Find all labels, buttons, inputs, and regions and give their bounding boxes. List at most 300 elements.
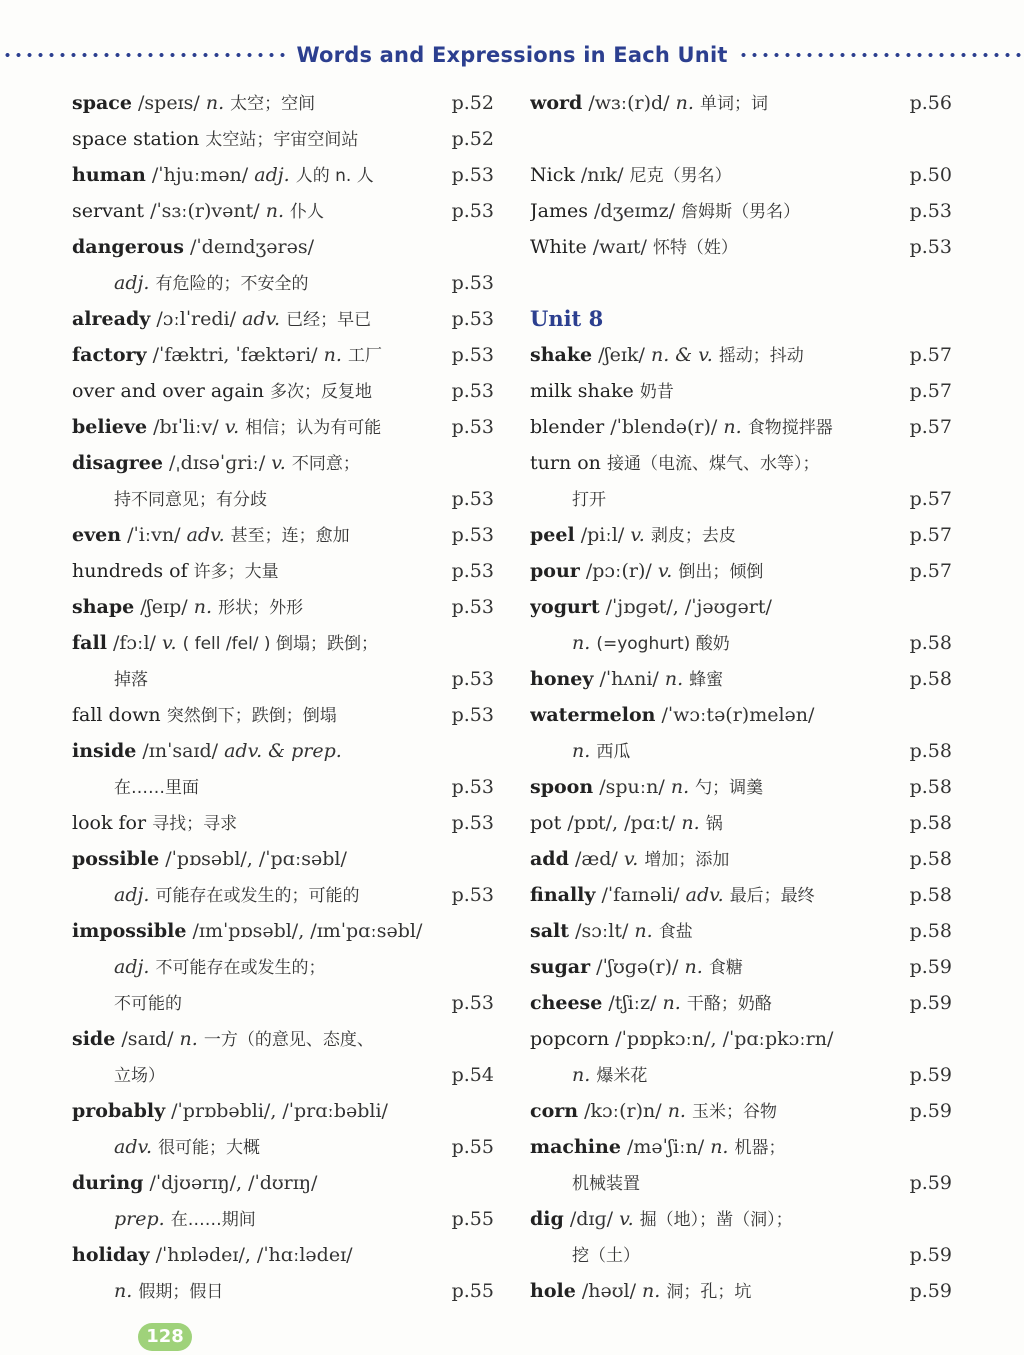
chinese-definition: 持不同意见；有分歧 (114, 490, 267, 510)
page-reference: p.53 (909, 200, 952, 222)
vocab-entry (530, 985, 958, 1021)
vocab-entry (72, 337, 500, 373)
pronunciation: /ɪnˈsaɪd/ (142, 740, 219, 762)
part-of-speech: n. (667, 1100, 686, 1122)
headword: White (530, 236, 587, 258)
entry-text (530, 1165, 958, 1202)
vocab-entry (72, 157, 500, 193)
headword: hundreds of (72, 560, 188, 582)
part-of-speech: n. (664, 668, 684, 690)
part-of-speech: n. (114, 1280, 133, 1302)
pronunciation: /ˌdɪsəˈɡriː/ (169, 452, 266, 474)
headword: popcorn (530, 1028, 610, 1050)
pronunciation: /speɪs/ (138, 92, 200, 114)
page-reference: p.55 (451, 1280, 494, 1302)
pronunciation: /ˈfæktri, ˈfæktəri/ (152, 344, 318, 366)
entry-text (72, 301, 500, 338)
page-reference: p.52 (451, 128, 494, 150)
headword: Nick (530, 164, 575, 186)
entry-continuation (72, 481, 500, 517)
headword: possible (72, 848, 160, 870)
chinese-definition: 单词；词 (699, 94, 768, 114)
vocab-entry (72, 589, 500, 625)
dotted-rule-right (738, 52, 1022, 58)
chinese-definition: 尼克（男名） (629, 166, 732, 186)
page-reference: p.53 (451, 704, 494, 726)
pronunciation: /ˈdeɪndʒərəs/ (190, 236, 314, 258)
vocab-entry (530, 553, 958, 589)
page-reference: p.55 (451, 1208, 494, 1230)
vocab-entry (530, 373, 958, 409)
vocab-entry (530, 1021, 958, 1057)
vocab-entry (530, 661, 958, 697)
chinese-definition: 剥皮；去皮 (650, 526, 736, 546)
entry-text (530, 193, 958, 230)
headword: sugar (530, 956, 591, 978)
vocab-entry (530, 1129, 958, 1165)
chinese-definition: 在……里面 (114, 778, 199, 798)
chinese-definition: 立场） (114, 1066, 165, 1086)
pronunciation: /ɪmˈpɒsəbl/, /ɪmˈpɑːsəbl/ (192, 920, 423, 942)
part-of-speech: adj. (114, 272, 150, 294)
chinese-definition: 形状；外形 (218, 598, 304, 618)
entry-continuation (530, 1057, 958, 1093)
part-of-speech: adj. (114, 956, 150, 978)
page-reference: p.53 (451, 776, 494, 798)
page-number-badge: 128 (138, 1323, 192, 1351)
vocab-entry (530, 229, 958, 265)
page-reference: p.53 (909, 236, 952, 258)
vocab-entry (530, 445, 958, 481)
page-reference: p.58 (909, 740, 952, 762)
headword: space (72, 92, 132, 114)
pronunciation: /dɪɡ/ (569, 1208, 614, 1230)
part-of-speech: v. (657, 560, 673, 582)
part-of-speech: v. (224, 416, 240, 438)
unit-heading: Unit 8 (530, 306, 604, 331)
pronunciation: /ˈwɔːtə(r)melən/ (661, 704, 815, 726)
pronunciation: /ˈfaɪnəli/ (601, 884, 680, 906)
page-reference: p.58 (909, 776, 952, 798)
headword: turn on (530, 452, 601, 474)
headword: finally (530, 884, 596, 906)
entry-text (72, 409, 500, 446)
chinese-definition: 食物搅拌器 (747, 418, 833, 438)
chinese-definition: 摇动；抖动 (718, 346, 804, 366)
headword: holiday (72, 1244, 150, 1266)
entry-text (72, 841, 500, 877)
vocab-entry (530, 1201, 958, 1237)
entry-text (72, 121, 500, 158)
entry-text (72, 589, 500, 626)
part-of-speech: n. (572, 1064, 591, 1086)
chinese-definition: 怀特（姓） (652, 238, 738, 258)
entry-text (530, 985, 958, 1022)
headword: pour (530, 560, 580, 582)
headword: even (72, 524, 122, 546)
chinese-definition: 蜂蜜 (689, 670, 724, 690)
right-word-column (530, 85, 958, 1309)
pronunciation: /ˈsɜː(r)vənt/ (150, 200, 260, 222)
entry-text (72, 1129, 500, 1166)
dotted-rule-left (2, 52, 286, 58)
part-of-speech: n. (675, 92, 694, 114)
vocab-entry (530, 1093, 958, 1129)
entry-text (530, 877, 958, 914)
vocab-entry (530, 769, 958, 805)
page-reference: p.59 (909, 1064, 952, 1086)
entry-continuation (72, 985, 500, 1021)
pronunciation: /ˈpɒpkɔːn/, /ˈpɑːpkɔːrn/ (615, 1028, 834, 1050)
entry-text (530, 769, 958, 806)
entry-text (530, 409, 958, 446)
entry-text (72, 661, 500, 698)
vocab-entry (72, 841, 500, 877)
page-reference: p.53 (451, 488, 494, 510)
page-reference: p.59 (909, 1244, 952, 1266)
entry-text (530, 661, 958, 698)
vocab-entry (530, 697, 958, 733)
vocab-entry (530, 337, 958, 373)
chinese-definition: 很可能；大概 (158, 1138, 261, 1158)
page-reference: p.53 (451, 812, 494, 834)
page-reference: p.53 (451, 560, 494, 582)
chinese-definition: 太空；空间 (230, 94, 316, 114)
vocab-entry (72, 301, 500, 337)
entry-text (530, 1057, 958, 1094)
part-of-speech: n. (684, 956, 703, 978)
headword: human (72, 164, 146, 186)
page-reference: p.57 (909, 416, 952, 438)
headword: dig (530, 1208, 564, 1230)
chinese-definition: 食盐 (658, 922, 693, 942)
chinese-definition: 有危险的；不安全的 (155, 274, 309, 294)
pronunciation: /spuːn/ (599, 776, 665, 798)
entry-text (72, 913, 500, 949)
vocab-entry (72, 913, 500, 949)
entry-text (530, 373, 958, 410)
entry-text (530, 589, 958, 625)
chinese-definition: 食糖 (708, 958, 743, 978)
pronunciation: /ˈhʌni/ (599, 668, 659, 690)
entry-text (530, 697, 958, 733)
chinese-definition: 锅 (705, 814, 723, 834)
entry-text (72, 157, 500, 194)
entry-text (530, 1093, 958, 1130)
vocab-entry (72, 85, 500, 121)
vocab-entry (72, 1237, 500, 1273)
part-of-speech: adv. (186, 524, 225, 546)
chinese-definition: 可能存在或发生的；可能的 (155, 886, 360, 906)
page-reference: p.53 (451, 596, 494, 618)
chinese-definition: 多次；反复地 (270, 382, 373, 402)
page-reference: p.53 (451, 272, 494, 294)
chinese-definition: 干酪；奶酪 (686, 994, 772, 1014)
headword: factory (72, 344, 147, 366)
headword: already (72, 308, 151, 330)
pronunciation: /həʊl/ (581, 1280, 636, 1302)
entry-continuation (530, 1237, 958, 1273)
headword: cheese (530, 992, 603, 1014)
entry-text (72, 769, 500, 806)
entry-text (72, 373, 500, 410)
headword: during (72, 1172, 144, 1194)
chinese-definition: 已经；早已 (286, 310, 372, 330)
page-reference: p.50 (909, 164, 952, 186)
entry-text (72, 1021, 500, 1058)
entry-text (72, 949, 500, 986)
pronunciation: /ˈhɒlədeɪ/, /ˈhɑːlədeɪ/ (155, 1244, 353, 1266)
vocab-entry (72, 445, 500, 481)
chinese-definition: 相信；认为有可能 (245, 418, 382, 438)
vocab-entry (72, 805, 500, 841)
headword: machine (530, 1136, 621, 1158)
entry-text (72, 1093, 500, 1129)
headword: probably (72, 1100, 166, 1122)
entry-continuation (72, 661, 500, 697)
vocab-entry (530, 589, 958, 625)
pronunciation: /ʃeɪk/ (598, 344, 645, 366)
pronunciation: /ˈhjuːmən/ (151, 164, 249, 186)
entry-text (72, 553, 500, 590)
page-reference: p.53 (451, 344, 494, 366)
entry-text (72, 85, 500, 122)
headword: honey (530, 668, 594, 690)
part-of-speech: v. (161, 632, 177, 654)
headword: space station (72, 128, 200, 150)
page-reference: p.55 (451, 1136, 494, 1158)
headword: pot (530, 812, 562, 834)
headword: believe (72, 416, 148, 438)
entry-continuation (72, 1201, 500, 1237)
part-of-speech: n. (205, 92, 225, 114)
page-reference: p.53 (451, 416, 494, 438)
part-of-speech: n. (323, 344, 342, 366)
vocab-entry (530, 841, 958, 877)
chinese-definition: (=yoghurt) 酸奶 (596, 634, 730, 654)
pronunciation: /saɪd/ (121, 1028, 174, 1050)
page-reference: p.53 (451, 992, 494, 1014)
chinese-definition: 挖（土） (572, 1246, 640, 1266)
entry-text (530, 445, 958, 482)
entry-text (72, 1237, 500, 1273)
vocab-entry (530, 913, 958, 949)
pronunciation: /sɔːlt/ (575, 920, 629, 942)
chinese-definition: 增加；添加 (644, 850, 730, 870)
part-of-speech: v. (623, 848, 639, 870)
spacer (530, 121, 958, 157)
headword: side (72, 1028, 116, 1050)
page-reference: p.58 (909, 632, 952, 654)
chinese-definition: 仆人 (290, 202, 325, 222)
chinese-definition: 在……期间 (170, 1210, 256, 1230)
entry-text (72, 1165, 500, 1201)
entry-continuation (72, 265, 500, 301)
vocab-entry (72, 121, 500, 157)
pronunciation: /ˈprɒbəbli/, /ˈprɑːbəbli/ (171, 1100, 388, 1122)
chinese-definition: 工厂 (347, 346, 382, 366)
entry-text (530, 805, 958, 842)
pronunciation: /kɔː(r)n/ (584, 1100, 662, 1122)
headword: disagree (72, 452, 163, 474)
page-reference: p.57 (909, 524, 952, 546)
chinese-definition: 不同意； (291, 454, 360, 474)
page-reference: p.59 (909, 1172, 952, 1194)
chinese-definition: 爆米花 (596, 1066, 648, 1086)
headword: milk shake (530, 380, 634, 402)
part-of-speech: n. (572, 632, 591, 654)
pronunciation: /ˈjɒɡət/, /ˈjəʊɡərt/ (605, 596, 772, 618)
pronunciation: /tʃiːz/ (608, 992, 657, 1014)
entry-continuation (72, 1273, 500, 1309)
page-reference: p.56 (909, 92, 952, 114)
page-reference: p.59 (909, 992, 952, 1014)
vocab-entry (72, 697, 500, 733)
page-reference: p.53 (451, 884, 494, 906)
entry-text (530, 949, 958, 986)
entry-text (72, 733, 500, 769)
entry-continuation (72, 1057, 500, 1093)
part-of-speech: n. (572, 740, 591, 762)
page-reference: p.52 (451, 92, 494, 114)
page-reference: p.57 (909, 344, 952, 366)
entry-text (72, 337, 500, 374)
unit-heading-row (530, 301, 958, 337)
left-word-column (72, 85, 500, 1309)
entry-continuation (530, 625, 958, 661)
entry-text (72, 445, 500, 482)
vocab-entry (72, 373, 500, 409)
headword: look for (72, 812, 147, 834)
entry-text (72, 697, 500, 734)
pronunciation: /ʃeɪp/ (140, 596, 188, 618)
entry-text (530, 841, 958, 878)
chinese-definition: ( fell /fel/ ) 倒塌；跌倒； (182, 634, 378, 654)
part-of-speech: v. (271, 452, 286, 474)
part-of-speech: n. (642, 1280, 661, 1302)
page-reference: p.53 (451, 524, 494, 546)
chinese-definition: 掘（地）；凿（洞）； (639, 1210, 793, 1230)
page-title: Words and Expressions in Each Unit (296, 43, 728, 67)
part-of-speech: prep. (114, 1208, 165, 1230)
pronunciation: /fɔːl/ (112, 632, 156, 654)
pronunciation: /bɪˈliːv/ (153, 416, 219, 438)
vocab-entry (72, 409, 500, 445)
pronunciation: /ˈpɒsəbl/, /ˈpɑːsəbl/ (165, 848, 347, 870)
entry-text (530, 913, 958, 950)
page-reference: p.59 (909, 956, 952, 978)
pronunciation: /wɜː(r)d/ (588, 92, 670, 114)
chinese-definition: 倒出；倾倒 (678, 562, 764, 582)
entry-text (530, 1237, 958, 1274)
chinese-definition: 勺；调羹 (695, 778, 764, 798)
pronunciation: /nɪk/ (580, 164, 624, 186)
pronunciation: /ˈʃʊɡə(r)/ (596, 956, 679, 978)
headword: spoon (530, 776, 594, 798)
entry-continuation (72, 877, 500, 913)
page-reference: p.53 (451, 200, 494, 222)
entry-text (530, 1021, 958, 1057)
part-of-speech: n. (179, 1028, 198, 1050)
vocab-entry (72, 1021, 500, 1057)
page-reference: p.58 (909, 920, 952, 942)
headword: James (530, 200, 588, 222)
part-of-speech: n. (634, 920, 653, 942)
entry-text (72, 481, 500, 518)
chinese-definition: 寻找；寻求 (152, 814, 238, 834)
part-of-speech: adv. & prep. (224, 740, 342, 762)
headword: blender (530, 416, 605, 438)
part-of-speech: adj. (254, 164, 290, 186)
page-reference: p.57 (909, 380, 952, 402)
page-reference: p.57 (909, 488, 952, 510)
part-of-speech: n. (662, 992, 681, 1014)
entry-text (530, 157, 958, 194)
entry-continuation (530, 1165, 958, 1201)
part-of-speech: v. (619, 1208, 634, 1230)
entry-text (530, 517, 958, 554)
vocab-entry (72, 193, 500, 229)
headword: impossible (72, 920, 187, 942)
chinese-definition: 詹姆斯（男名） (681, 202, 801, 222)
headword: dangerous (72, 236, 184, 258)
part-of-speech: adv. (685, 884, 724, 906)
headword: shake (530, 344, 593, 366)
chinese-definition: 玉米；谷物 (692, 1102, 778, 1122)
vocab-entry (530, 157, 958, 193)
part-of-speech: n. (681, 812, 700, 834)
part-of-speech: n. & v. (650, 344, 713, 366)
entry-text (530, 1129, 958, 1166)
pronunciation: /məˈʃiːn/ (626, 1136, 705, 1158)
entry-continuation (530, 733, 958, 769)
chinese-definition: 一方（的意见、态度、 (203, 1030, 374, 1050)
part-of-speech: n. (723, 416, 742, 438)
pronunciation: /pɔː(r)/ (585, 560, 652, 582)
page-reference: p.58 (909, 812, 952, 834)
chinese-definition: 突然倒下；跌倒；倒塌 (166, 706, 337, 726)
headword: inside (72, 740, 137, 762)
entry-text (530, 481, 958, 518)
entry-text (72, 193, 500, 230)
entry-text (530, 625, 958, 662)
entry-text (72, 805, 500, 842)
chinese-definition: 太空站；宇宙空间站 (205, 130, 359, 150)
vocab-entry (72, 733, 500, 769)
headword: peel (530, 524, 575, 546)
page-reference: p.53 (451, 380, 494, 402)
part-of-speech: n. (710, 1136, 729, 1158)
part-of-speech: n. (265, 200, 284, 222)
chinese-definition: 掉落 (114, 670, 148, 690)
page-reference: p.57 (909, 560, 952, 582)
entry-text (72, 265, 500, 302)
chinese-definition: 最后；最终 (729, 886, 815, 906)
part-of-speech: adj. (114, 884, 150, 906)
vocab-entry (530, 877, 958, 913)
entry-text (530, 1201, 958, 1238)
entry-text (72, 1273, 500, 1310)
pronunciation: /ˈdjʊərɪŋ/, /ˈdʊrɪŋ/ (149, 1172, 318, 1194)
vocab-entry (72, 625, 500, 661)
chinese-definition: 甚至；连；愈加 (230, 526, 350, 546)
vocab-entry (72, 553, 500, 589)
page-reference: p.58 (909, 848, 952, 870)
entry-continuation (72, 949, 500, 985)
chinese-definition: 假期；假日 (138, 1282, 224, 1302)
pronunciation: /ˈblendə(r)/ (610, 416, 718, 438)
chinese-definition: 奶昔 (639, 382, 674, 402)
